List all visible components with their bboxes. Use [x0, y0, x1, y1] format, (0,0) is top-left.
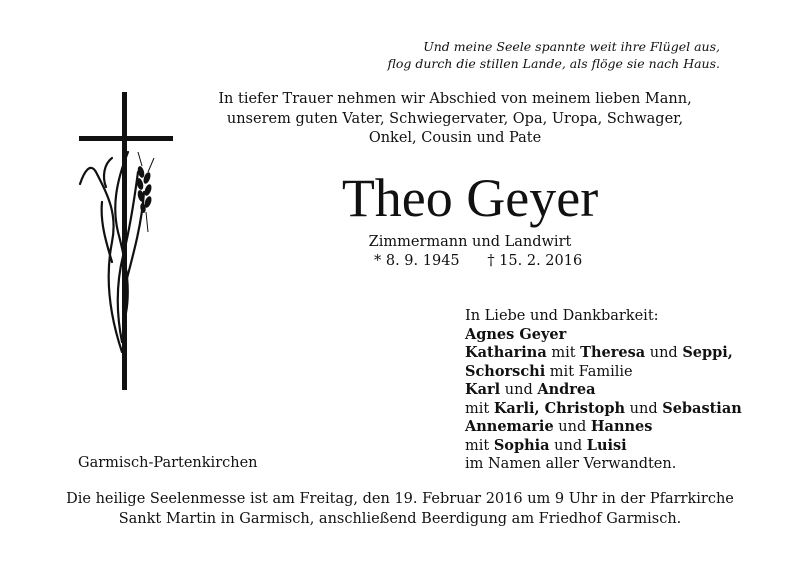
- mourner-line: [465, 363, 742, 382]
- mourners-list: [465, 307, 742, 474]
- mass-line-2: Sankt Martin in Garmisch, anschließend Beerdigung am Friedhof Garmisch.: [118, 510, 682, 527]
- connector: und: [553, 419, 591, 435]
- mourner-line: [465, 344, 742, 363]
- quote: [388, 38, 720, 72]
- mourner-name: Katharina: [465, 344, 547, 361]
- connector: mit: [465, 400, 494, 417]
- mourner-name: Seppi,: [682, 344, 733, 361]
- mourner-name: Hannes: [590, 418, 653, 435]
- intro-text: [200, 90, 710, 149]
- life-dates: [374, 252, 582, 271]
- mourner-name: Luisi: [586, 436, 627, 454]
- connector: und: [500, 382, 538, 398]
- mourner-line: [465, 326, 742, 345]
- mass-line-1: Die heilige Seelenmesse ist am Freitag, den 19. Februar 2016 um 9 Uhr in der Pfarrkirche: [66, 491, 734, 507]
- deceased-name: Theo Geyer: [341, 168, 599, 228]
- mourners-heading: In Liebe und Dankbarkeit:: [465, 308, 659, 324]
- quote-line-1: Und meine Seele spannte weit ihre Flügel aus,: [423, 39, 720, 54]
- connector: und: [549, 437, 587, 454]
- connector: und: [645, 345, 683, 361]
- connector: mit: [465, 437, 494, 454]
- mourner-line: im Namen aller Verwandten.: [465, 456, 677, 472]
- quote-line-2: flog durch die stillen Lande, als flöge sie nach Haus.: [387, 56, 720, 71]
- mourner-name: Annemarie: [465, 418, 554, 435]
- birth-date: * 8. 9. 1945: [374, 253, 460, 269]
- mourner-line: [465, 400, 742, 419]
- intro-line-2: unserem guten Vater, Schwiegervater, Opa, Uropa, Schwager,: [226, 110, 684, 127]
- mourner-name: Andrea: [537, 381, 596, 398]
- mourner-name: Sophia: [493, 436, 550, 454]
- death-date: † 15. 2. 2016: [487, 253, 583, 269]
- place: Garmisch-Partenkirchen: [78, 455, 258, 471]
- deceased-profession: Zimmermann und Landwirt: [368, 234, 572, 250]
- intro-line-3: Onkel, Cousin und Pate: [368, 130, 542, 146]
- mourner-line: [465, 418, 742, 437]
- mourner-name: Karli, Christoph: [493, 399, 626, 417]
- mourner-name: Sebastian: [662, 399, 742, 417]
- mourner-name: Karl: [465, 381, 501, 398]
- mourner-line: [465, 381, 742, 400]
- mourner-name: Theresa: [580, 344, 646, 361]
- connector: und: [625, 400, 663, 417]
- intro-line-1: In tiefer Trauer nehmen wir Abschied von meinem lieben Mann,: [218, 91, 692, 107]
- connector: mit: [546, 345, 581, 361]
- mass-announcement: [40, 490, 760, 529]
- mourner-name: Schorschi: [465, 362, 546, 380]
- connector: mit Familie: [545, 363, 633, 380]
- cross-with-wheat-icon: [76, 92, 176, 392]
- mourner-line: [465, 437, 742, 456]
- mourner-name: Agnes Geyer: [465, 325, 567, 343]
